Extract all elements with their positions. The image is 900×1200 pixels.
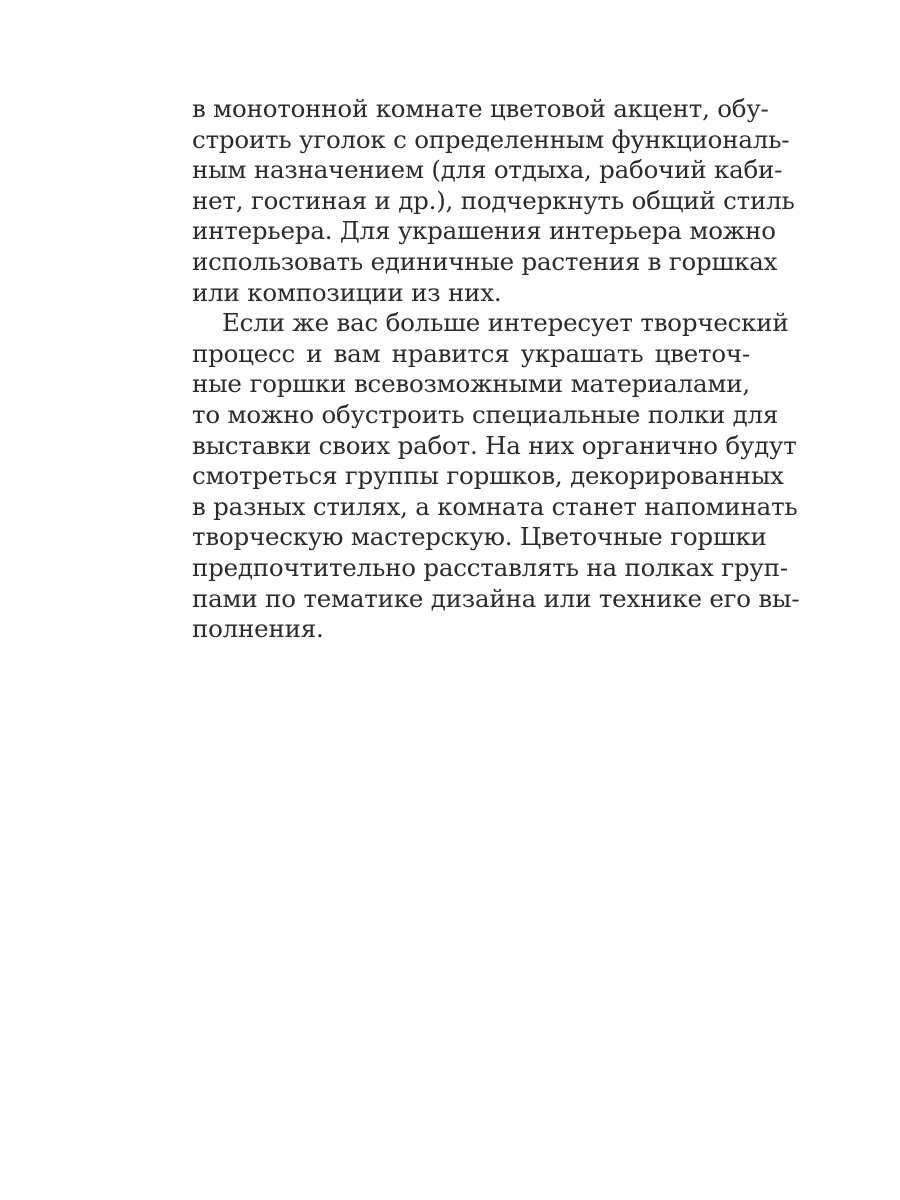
text-line: строить уголок с определенным функциональ- bbox=[192, 124, 790, 154]
text-line: в монотонной комнате цветовой акцент, обу- bbox=[192, 94, 769, 123]
text-line: ные горшки всевозможными материалами, bbox=[192, 369, 750, 399]
text-line: или композиции из них. bbox=[192, 277, 502, 307]
text-line: Если же вас больше интересует творческий bbox=[222, 308, 789, 338]
text-line: творческую мастерскую. Цветочные горшки bbox=[192, 522, 767, 552]
text-line: пами по тематике дизайна или технике его вы- bbox=[192, 583, 800, 613]
text-line: полнения. bbox=[192, 614, 324, 644]
text-line: ным назначением (для отдыха, рабочий каби- bbox=[192, 155, 783, 185]
paragraph-1 bbox=[192, 94, 795, 308]
text-line: интерьера. Для украшения интерьера можно bbox=[192, 216, 776, 246]
text-line: то можно обустроить специальные полки для bbox=[192, 399, 779, 429]
text-line: нет, гостиная и др.), подчеркнуть общий стиль bbox=[192, 185, 795, 215]
text-line: предпочтительно расставлять на полках груп- bbox=[192, 552, 788, 582]
paragraph-2 bbox=[192, 308, 800, 645]
text-line: процесс и вам нравится украшать цветоч- bbox=[192, 338, 750, 368]
text-line: использовать единичные растения в горшках bbox=[192, 246, 778, 276]
text-line: выставки своих работ. На них органично будут bbox=[192, 430, 797, 460]
text-line: в разных стилях, а комната станет напоминать bbox=[192, 491, 798, 521]
text-line: смотреться группы горшков, декорированных bbox=[192, 461, 784, 491]
document-page bbox=[192, 94, 800, 645]
